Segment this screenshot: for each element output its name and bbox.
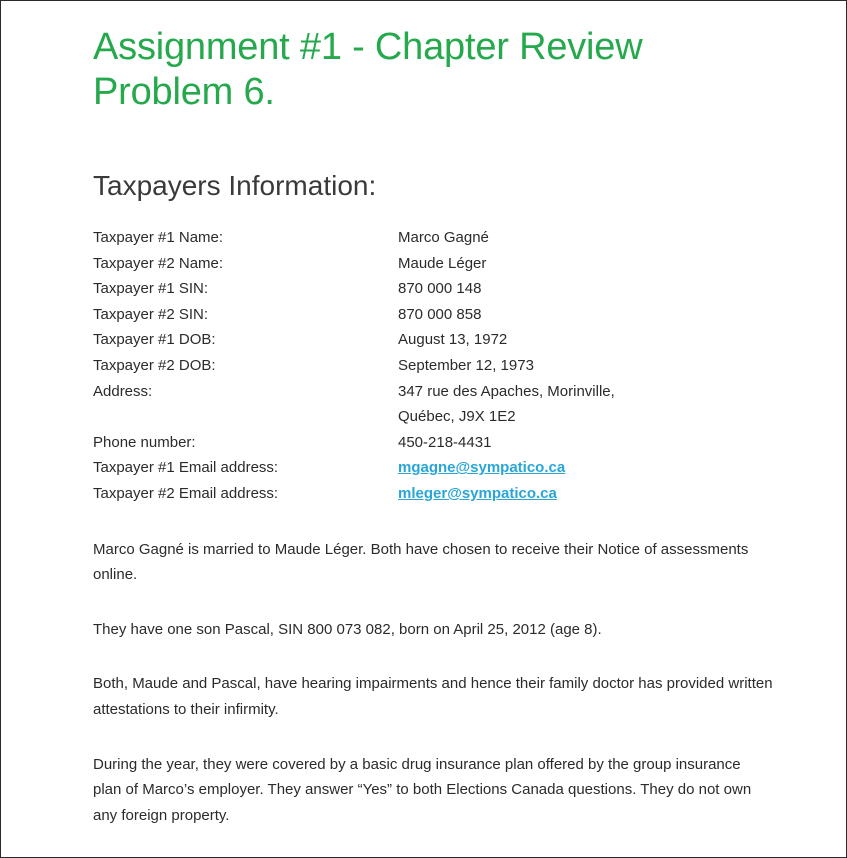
info-row: [93, 276, 615, 302]
info-label: Taxpayer #1 Name:: [93, 229, 224, 246]
info-row: [93, 430, 615, 456]
paragraph-marriage: Marco Gagné is married to Maude Léger. Both have chosen to receive their Notice of assessments online.: [93, 540, 749, 584]
info-row: [93, 302, 615, 328]
info-label: Phone number:: [93, 433, 196, 451]
info-label: Taxpayer #2 DOB:: [93, 356, 216, 374]
paragraph-insurance: During the year, they were covered by a basic drug insurance plan offered by the group insurance plan of Marco’s employer. They answer “Yes” to both Elections Canada questions. They do not own any foreign property.: [93, 755, 752, 824]
info-value: Maude Léger: [398, 254, 487, 272]
section-heading: Taxpayers Information:: [93, 170, 377, 201]
paragraph-son: They have one son Pascal, SIN 800 073 082, born on April 25, 2012 (age 8).: [93, 620, 602, 638]
info-label: Taxpayer #1 SIN:: [93, 280, 209, 298]
info-row: [93, 455, 615, 481]
info-row-address: [93, 379, 615, 430]
info-row: [93, 327, 615, 353]
info-value: August 13, 1972: [398, 331, 508, 349]
email-link-taxpayer-2[interactable]: mleger@sympatico.ca: [398, 484, 557, 502]
info-value: September 12, 1973: [398, 356, 534, 374]
info-label: Taxpayer #2 Email address:: [93, 484, 279, 502]
email-link-taxpayer-1[interactable]: mgagne@sympatico.ca: [398, 459, 566, 477]
page-title: Assignment #1 - Chapter Review Problem 6.: [93, 26, 643, 113]
document-content: [93, 25, 773, 828]
address-value: [398, 379, 615, 430]
info-row: [93, 353, 615, 379]
info-value: 450-218-4431: [398, 433, 492, 451]
info-label: Taxpayer #1 Email address:: [93, 459, 279, 477]
email-cell: [398, 455, 615, 481]
info-value: 870 000 858: [398, 305, 482, 323]
taxpayer-info-table: [93, 225, 615, 507]
info-label: Taxpayer #1 DOB:: [93, 331, 216, 349]
info-row: [93, 225, 615, 251]
info-value: Marco Gagné: [398, 229, 489, 246]
paragraph-impairments: Both, Maude and Pascal, have hearing impairments and hence their family doctor has provided written attestations to their infirmity.: [93, 675, 773, 718]
info-label: Address:: [93, 382, 153, 400]
address-line-1: 347 rue des Apaches, Morinville,: [398, 382, 615, 400]
info-row: [93, 481, 615, 507]
info-value: 870 000 148: [398, 280, 482, 298]
info-row: [93, 251, 615, 277]
address-line-2: Québec, J9X 1E2: [398, 408, 516, 426]
info-label: Taxpayer #2 Name:: [93, 254, 224, 272]
info-label: Taxpayer #2 SIN:: [93, 305, 209, 323]
email-cell: [398, 481, 615, 507]
